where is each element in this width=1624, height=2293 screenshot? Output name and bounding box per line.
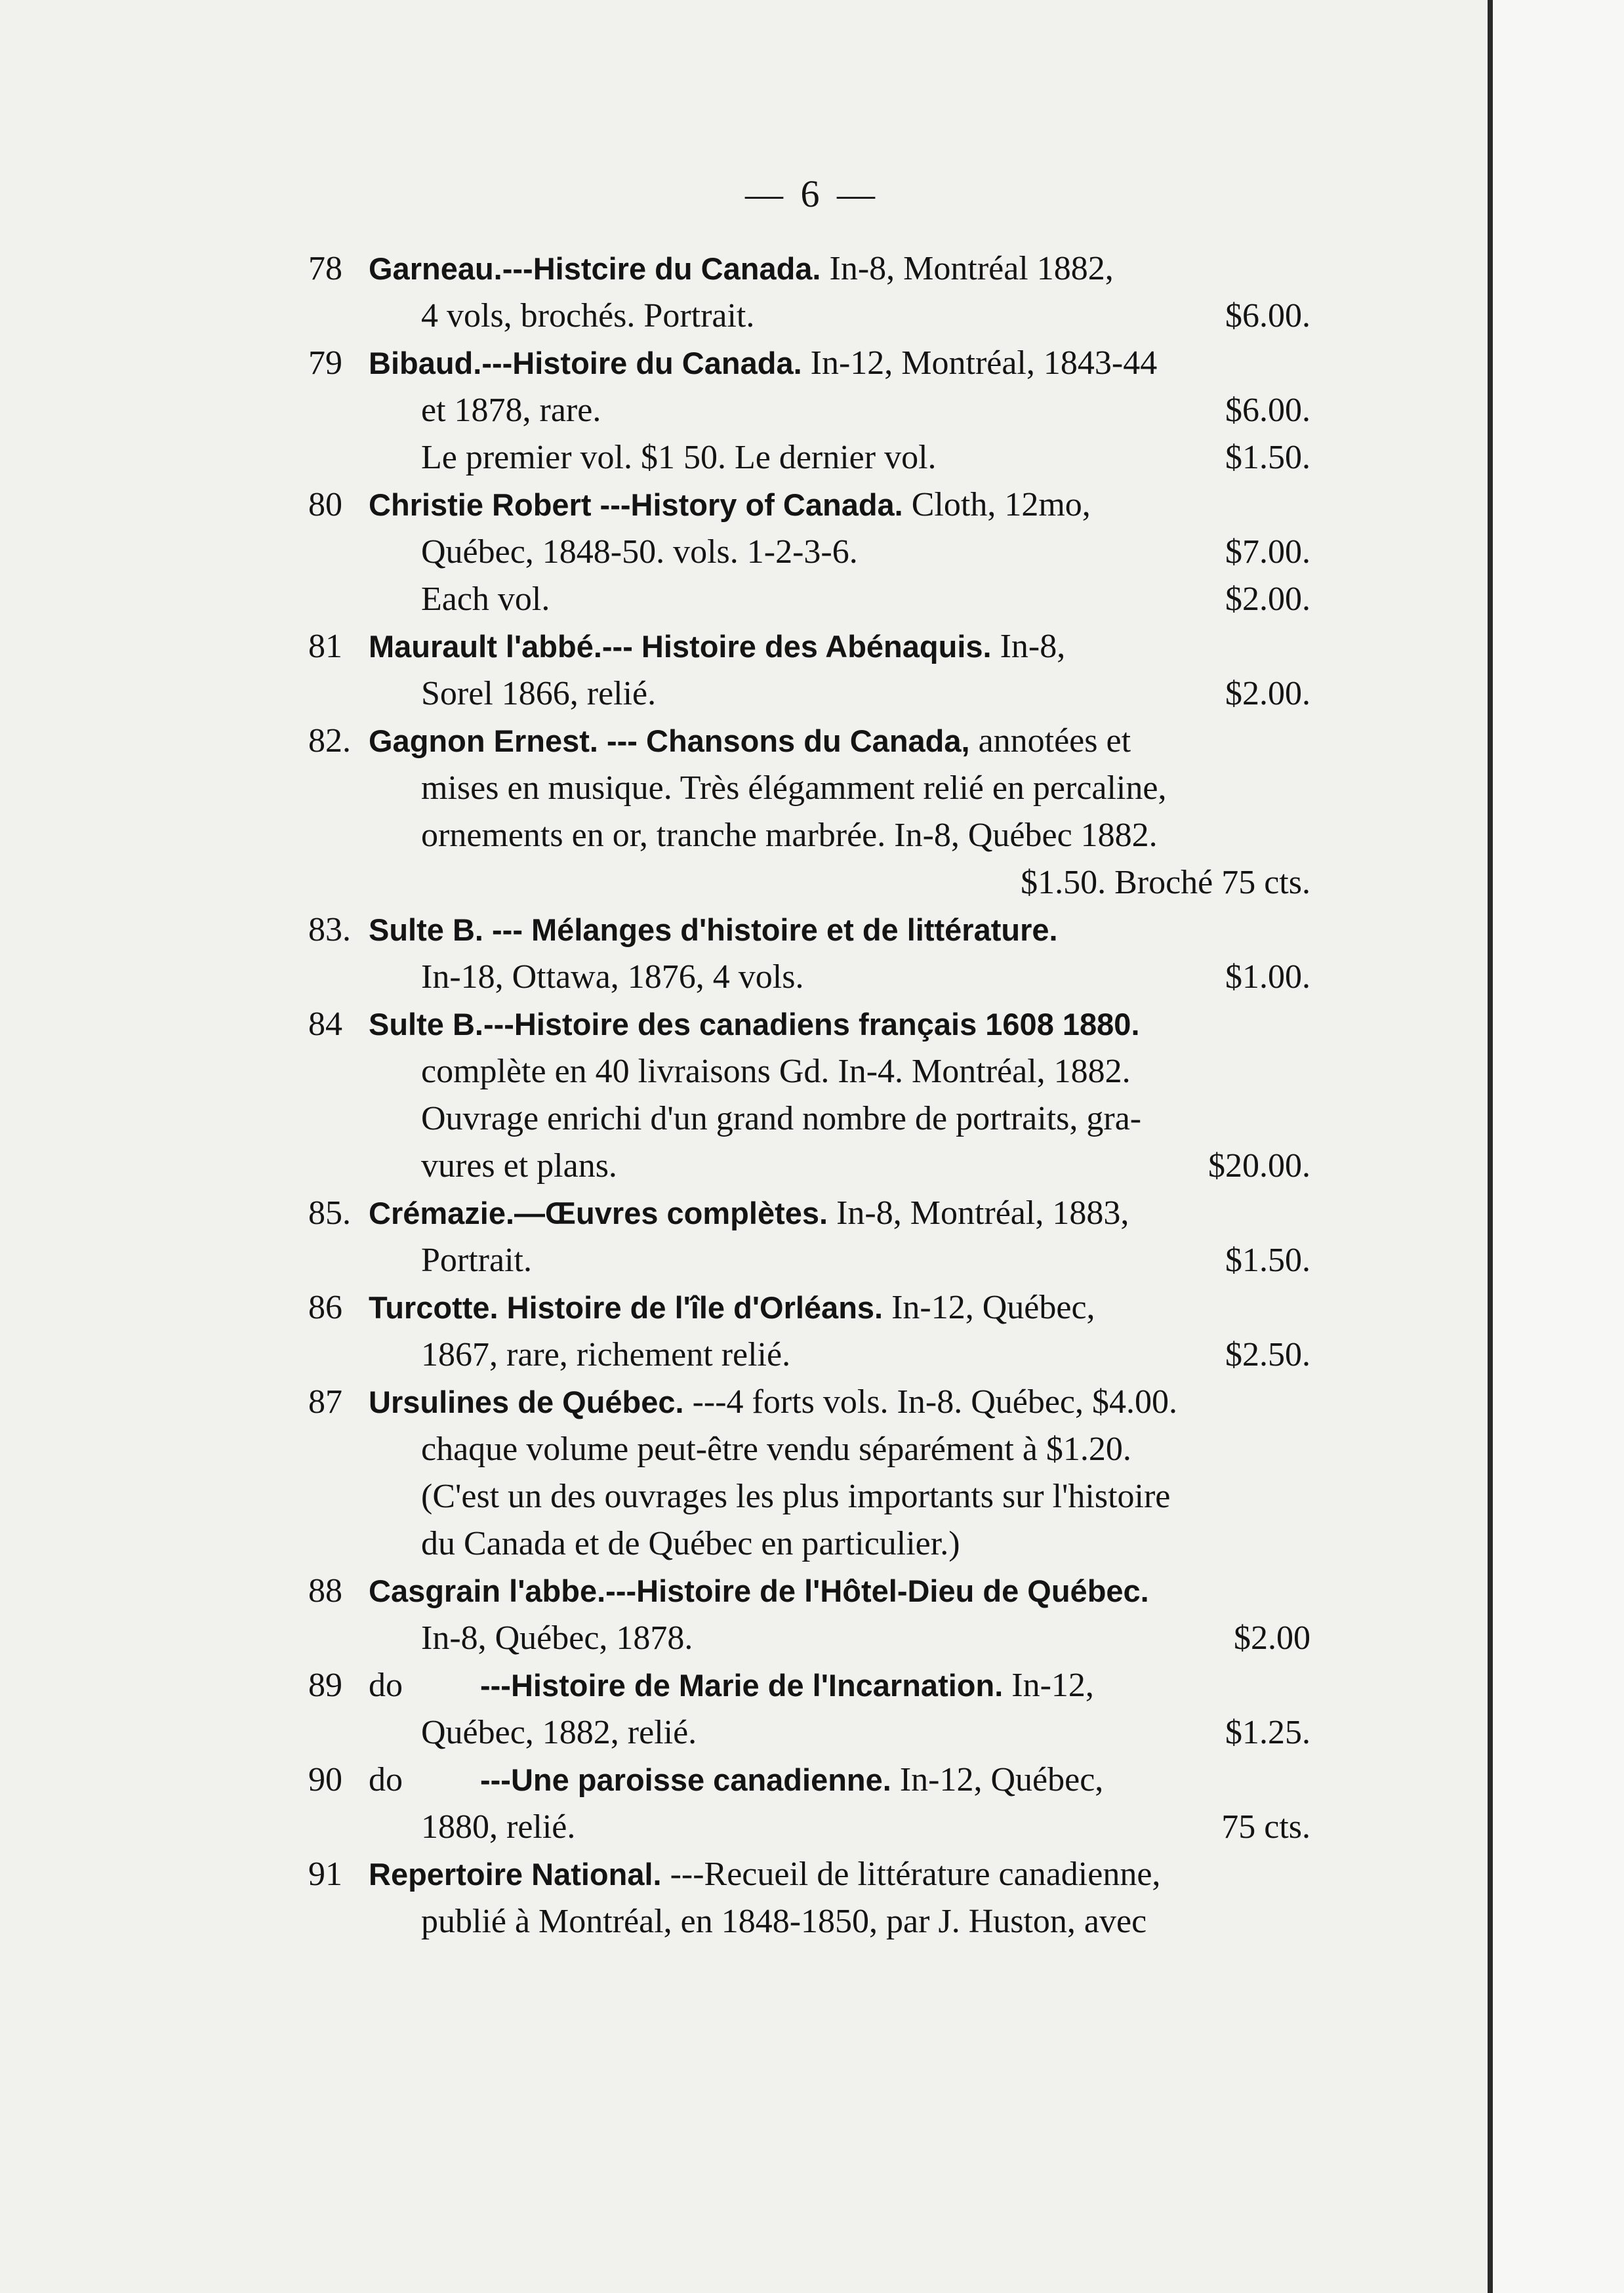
entry-line	[308, 1143, 1310, 1190]
entry-title: Garneau.---Histcire du Canada.	[369, 251, 821, 286]
entry-price: $20.00.	[1208, 1147, 1310, 1185]
entry-detail: Ouvrage enrichi d'un grand nombre de portraits, gra-	[421, 1100, 1142, 1137]
entry-number: 90	[308, 1761, 342, 1798]
entry-line	[308, 718, 1310, 765]
entry-price: $1.00.	[1225, 958, 1310, 996]
catalog-entry	[308, 1851, 1310, 1945]
entry-price: $2.50.	[1225, 1336, 1310, 1373]
entry-line	[308, 812, 1310, 859]
entry-text-left	[369, 1379, 1177, 1426]
entry-price: $6.00.	[1225, 392, 1310, 429]
entry-title: Sulte B. --- Mélanges d'histoire et de littérature.	[369, 912, 1058, 947]
entry-line	[308, 576, 1310, 623]
catalog-entry	[308, 1568, 1310, 1662]
entry-text	[421, 812, 1310, 859]
entry-title: ---Histoire de Marie de l'Incarnation.	[480, 1668, 1004, 1703]
entry-text-left	[421, 1237, 532, 1284]
entry-text	[421, 1095, 1310, 1143]
entry-text	[369, 1851, 1310, 1898]
entry-text	[369, 1756, 1310, 1804]
entry-number: 83.	[308, 911, 351, 948]
entry-text-left	[369, 1190, 1129, 1237]
entry-title: Christie Robert ---History of Canada.	[369, 487, 903, 522]
entry-title: ---Une paroisse canadienne.	[480, 1762, 891, 1797]
entry-detail: du Canada et de Québec en particulier.)	[421, 1525, 960, 1562]
entry-detail: In-12, Québec,	[899, 1761, 1104, 1798]
entry-line	[308, 293, 1310, 340]
entry-text-left	[369, 1001, 1140, 1048]
entry-line	[308, 434, 1310, 481]
entry-text	[421, 1048, 1310, 1095]
entry-detail: et 1878, rare.	[421, 392, 601, 429]
entry-title: Crémazie.—Œuvres complètes.	[369, 1196, 828, 1230]
entry-text-left	[369, 1284, 1095, 1331]
entry-text	[369, 1284, 1310, 1331]
catalog-entry	[308, 1001, 1310, 1190]
entry-text	[369, 1568, 1310, 1615]
entry-text	[421, 1237, 1310, 1284]
entry-detail: Sorel 1866, relié.	[421, 675, 657, 712]
entry-text	[421, 529, 1310, 576]
entry-detail: annotées et	[978, 722, 1131, 760]
entry-detail: publié à Montréal, en 1848-1850, par J. Huston, avec	[421, 1903, 1147, 1940]
entry-detail: Each vol.	[421, 580, 550, 618]
entry-line	[308, 340, 1310, 387]
entry-text	[421, 1143, 1310, 1190]
entry-detail: Le premier vol. $1 50. Le dernier vol.	[421, 439, 937, 476]
entry-line	[308, 1662, 1310, 1709]
entry-line	[308, 1804, 1310, 1851]
entry-text	[421, 1898, 1310, 1945]
entry-number: 89	[308, 1667, 342, 1704]
entry-price: $1.25.	[1225, 1714, 1310, 1751]
entry-price: $1.50.	[1225, 439, 1310, 476]
entry-text-left	[369, 1568, 1149, 1615]
entry-price: $2.00	[1234, 1619, 1310, 1657]
entry-number: 88	[308, 1572, 342, 1610]
entry-text-left	[369, 1662, 1094, 1709]
entry-line	[308, 623, 1310, 670]
entry-text-left	[421, 954, 803, 1001]
entry-line	[308, 906, 1310, 954]
entry-number: 91	[308, 1856, 342, 1893]
entry-price: $1.50. Broché 75 cts.	[1021, 864, 1310, 901]
entry-text-left	[421, 1426, 1131, 1473]
catalog-entry	[308, 1756, 1310, 1851]
entry-text-left	[369, 623, 1065, 670]
entry-text-left	[421, 765, 1166, 812]
entry-text-left	[421, 1095, 1141, 1143]
entry-text	[421, 1426, 1310, 1473]
entry-text	[421, 1520, 1310, 1568]
entry-line	[308, 670, 1310, 718]
entry-detail: 1880, relié.	[421, 1808, 576, 1846]
entry-text	[421, 859, 1310, 906]
entry-line	[308, 1615, 1310, 1662]
entry-line	[308, 481, 1310, 529]
catalog-entry	[308, 481, 1310, 623]
page-margin	[1493, 0, 1624, 2293]
entry-text	[369, 1379, 1310, 1426]
entry-detail: In-12, Montréal, 1843-44	[810, 344, 1158, 382]
ditto-mark: do	[369, 1761, 403, 1798]
entry-text-left	[421, 434, 937, 481]
entry-price: $1.50.	[1225, 1242, 1310, 1279]
entry-detail: In-8, Québec, 1878.	[421, 1619, 693, 1657]
entry-detail: In-12,	[1011, 1667, 1094, 1704]
entry-price: $7.00.	[1225, 533, 1310, 571]
entry-line	[308, 387, 1310, 434]
entry-text-left	[369, 481, 1091, 529]
entry-text-left	[421, 1709, 697, 1756]
entry-detail: ---4 forts vols. In-8. Québec, $4.00.	[692, 1383, 1177, 1421]
entry-number: 84	[308, 1005, 342, 1043]
catalog-entry	[308, 1284, 1310, 1379]
catalog-entry	[308, 718, 1310, 906]
entry-line	[308, 1756, 1310, 1804]
entry-detail: In-12, Québec,	[891, 1289, 1095, 1326]
entry-text-left	[421, 670, 656, 718]
entry-text	[421, 293, 1310, 340]
entry-line	[308, 529, 1310, 576]
entry-text	[421, 765, 1310, 812]
page-edge-divider	[1488, 0, 1493, 2293]
catalog-entry	[308, 906, 1310, 1001]
entry-text-left	[421, 1615, 693, 1662]
entry-detail: Portrait.	[421, 1242, 532, 1279]
entry-text	[421, 670, 1310, 718]
entry-line	[308, 1048, 1310, 1095]
entry-text-left	[421, 1143, 617, 1190]
entry-text	[421, 1473, 1310, 1520]
entry-text	[421, 1331, 1310, 1379]
entry-text	[421, 954, 1310, 1001]
entry-line	[308, 1379, 1310, 1426]
entry-title: Casgrain l'abbe.---Histoire de l'Hôtel-Dieu de Québec.	[369, 1573, 1149, 1608]
page-number: — 6 —	[745, 172, 879, 215]
entry-title: Repertoire National.	[369, 1857, 662, 1892]
entry-number: 86	[308, 1289, 342, 1326]
catalog-entry	[308, 1379, 1310, 1568]
entry-detail: Québec, 1848-50. vols. 1-2-3-6.	[421, 533, 858, 571]
entry-text-left	[369, 1851, 1160, 1898]
entry-line	[308, 1190, 1310, 1237]
entry-text	[369, 1001, 1310, 1048]
entry-text-left	[369, 906, 1058, 954]
entry-line	[308, 1331, 1310, 1379]
entry-text	[369, 340, 1310, 387]
entry-text-left	[421, 812, 1158, 859]
entry-line	[308, 1709, 1310, 1756]
catalog-entry	[308, 245, 1310, 340]
entry-text-left	[421, 293, 754, 340]
entry-number: 81	[308, 628, 342, 665]
entry-text	[369, 718, 1310, 765]
entry-line	[308, 1473, 1310, 1520]
entry-text	[369, 245, 1310, 293]
entry-detail: Québec, 1882, relié.	[421, 1714, 697, 1751]
entry-title: Sulte B.---Histoire des canadiens français 1608 1880.	[369, 1007, 1140, 1042]
entry-line	[308, 765, 1310, 812]
entry-line	[308, 1426, 1310, 1473]
entry-detail: In-8,	[1000, 628, 1066, 665]
entry-detail: chaque volume peut-être vendu séparément à $1.20.	[421, 1431, 1131, 1468]
entry-detail: ornements en or, tranche marbrée. In-8, Québec 1882.	[421, 817, 1158, 854]
entry-text	[369, 623, 1310, 670]
entry-text	[421, 434, 1310, 481]
entry-title: Bibaud.---Histoire du Canada.	[369, 346, 802, 380]
catalog-entries	[308, 245, 1310, 1945]
entry-text	[369, 1662, 1310, 1709]
entry-line	[308, 1237, 1310, 1284]
entry-number: 79	[308, 344, 342, 382]
entry-detail: In-8, Montréal 1882,	[829, 250, 1114, 287]
entry-price: 75 cts.	[1221, 1808, 1310, 1846]
entry-price: $2.00.	[1225, 675, 1310, 712]
entry-title: Maurault l'abbé.--- Histoire des Abénaquis.	[369, 629, 992, 664]
entry-text	[369, 906, 1310, 954]
entry-text-left	[421, 576, 550, 623]
entry-text-left	[421, 1898, 1147, 1945]
entry-detail: mises en musique. Très élégamment relié en percaline,	[421, 769, 1167, 807]
entry-text-left	[421, 1804, 575, 1851]
entry-text	[369, 481, 1310, 529]
entry-text	[421, 1804, 1310, 1851]
entry-line	[308, 1284, 1310, 1331]
entry-title: Ursulines de Québec.	[369, 1385, 684, 1419]
catalog-entry	[308, 1190, 1310, 1284]
catalog-entry	[308, 623, 1310, 718]
entry-detail: complète en 40 livraisons Gd. In-4. Montréal, 1882.	[421, 1053, 1131, 1090]
entry-line	[308, 1520, 1310, 1568]
entry-detail: ---Recueil de littérature canadienne,	[670, 1856, 1161, 1893]
entry-text-left	[369, 1756, 1103, 1804]
entry-text-left	[421, 1473, 1170, 1520]
entry-text	[369, 1190, 1310, 1237]
entry-line	[308, 859, 1310, 906]
entry-price: $2.00.	[1225, 580, 1310, 618]
entry-detail: (C'est un des ouvrages les plus importants sur l'histoire	[421, 1478, 1171, 1515]
entry-line	[308, 245, 1310, 293]
entry-line	[308, 1095, 1310, 1143]
entry-line	[308, 954, 1310, 1001]
entry-title: Gagnon Ernest. --- Chansons du Canada,	[369, 723, 970, 758]
entry-line	[308, 1898, 1310, 1945]
entry-line	[308, 1001, 1310, 1048]
entry-text-left	[421, 387, 601, 434]
entry-text-left	[421, 1048, 1131, 1095]
entry-number: 82.	[308, 722, 351, 760]
catalog-entry	[308, 1662, 1310, 1756]
entry-price: $6.00.	[1225, 297, 1310, 335]
entry-detail: 1867, rare, richement relié.	[421, 1336, 791, 1373]
entry-number: 85.	[308, 1194, 351, 1232]
entry-number: 87	[308, 1383, 342, 1421]
entry-text-left	[421, 1331, 790, 1379]
entry-detail: 4 vols, brochés. Portrait.	[421, 297, 755, 335]
entry-detail: In-18, Ottawa, 1876, 4 vols.	[421, 958, 804, 996]
entry-text-left	[421, 1520, 960, 1568]
ditto-mark: do	[369, 1667, 403, 1704]
catalog-entry	[308, 340, 1310, 481]
entry-detail: Cloth, 12mo,	[911, 486, 1091, 523]
entry-text	[421, 1709, 1310, 1756]
entry-detail: In-8, Montréal, 1883,	[836, 1194, 1129, 1232]
entry-text-left	[421, 529, 858, 576]
entry-line	[308, 1568, 1310, 1615]
entry-text-left	[369, 340, 1157, 387]
entry-line	[308, 1851, 1310, 1898]
entry-text	[421, 1615, 1310, 1662]
entry-detail: vures et plans.	[421, 1147, 617, 1185]
entry-title: Turcotte. Histoire de l'île d'Orléans.	[369, 1290, 883, 1325]
entry-number: 80	[308, 486, 342, 523]
entry-text-left	[369, 718, 1131, 765]
entry-text	[421, 387, 1310, 434]
entry-text	[421, 576, 1310, 623]
entry-text-left	[369, 245, 1114, 293]
entry-number: 78	[308, 250, 342, 287]
